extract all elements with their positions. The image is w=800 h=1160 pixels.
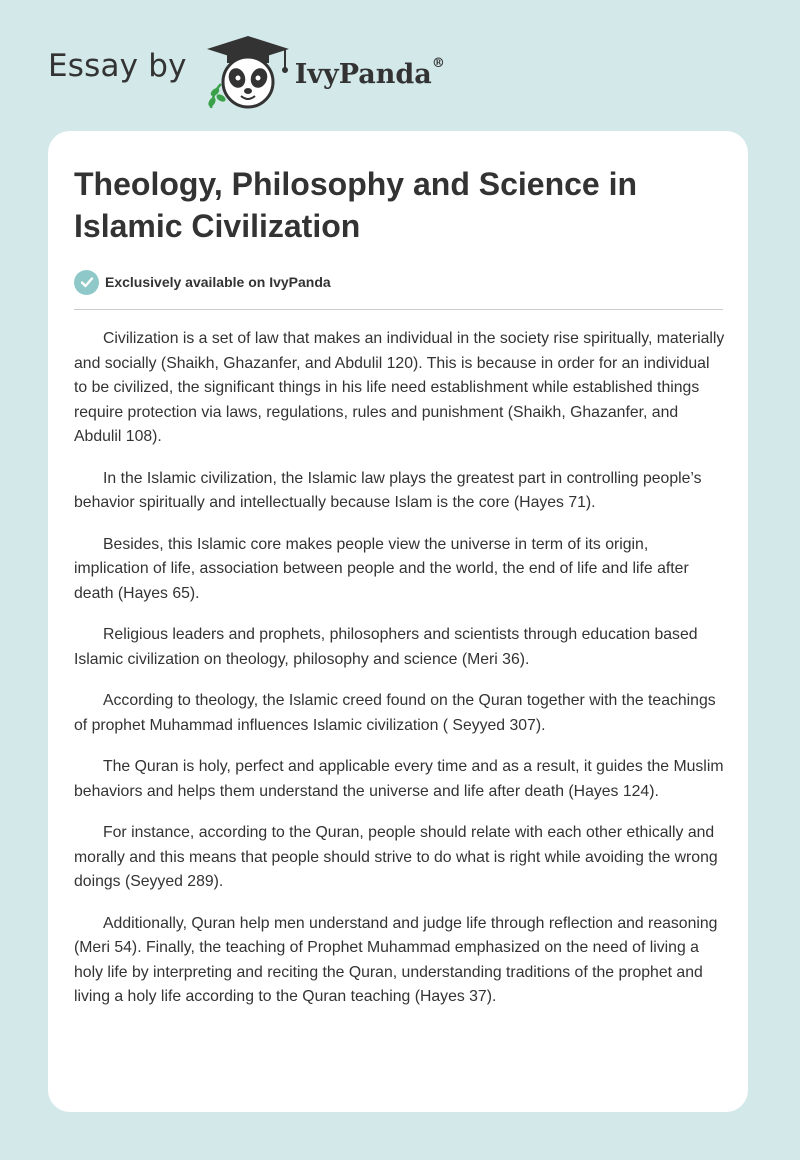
paragraph: For instance, according to the Quran, people should relate with each other ethically and morally and this means that people should strive to do what is right while avoiding the wrong doings (Seyyed 289).: [74, 824, 718, 890]
check-circle-icon: [74, 270, 99, 295]
paragraph: In the Islamic civilization, the Islamic law plays the greatest part in controlling people’s behavior spiritually and intellectually because Islam is the core (Hayes 71).: [74, 469, 702, 511]
essay-body: [74, 327, 726, 1010]
panda-graduation-cap-icon: [203, 34, 293, 110]
paragraph: The Quran is holy, perfect and applicable every time and as a result, it guides the Muslim behaviors and helps them understand the universe and life after death (Hayes 124).: [74, 758, 724, 800]
brand-header[interactable]: [48, 34, 445, 110]
essay-card: [48, 131, 748, 1112]
paragraph: According to theology, the Islamic creed found on the Quran together with the teachings of prophet Muhammad influences Islamic civilization ( Seyyed 307).: [74, 692, 716, 734]
brand-name: IvyPanda®: [294, 55, 445, 90]
registered-mark: ®: [431, 55, 445, 71]
paragraph: Religious leaders and prophets, philosophers and scientists through education based Islamic civilization on theology, philosophy and science (Meri 36).: [74, 626, 698, 668]
paragraph: Additionally, Quran help men understand and judge life through reflection and reasoning (Meri 54). Finally, the teaching of Prophet Muhammad emphasized on the need of living a holy life by interpreting and reciting the Quran, understanding traditions of the prophet and living a holy life according to the Quran teaching (Hayes 37).: [74, 914, 718, 1005]
paragraph: Civilization is a set of law that makes an individual in the society rise spiritually, materially and socially (Shaikh, Ghazanfer, and Abdulil 120). This is because in order for an individual to be civilized, the significant things in his life need establishment while established things require protection via laws, regulations, rules and punishment (Shaikh, Ghazanfer, and Abdulil 108).: [74, 330, 725, 445]
badge-text: Exclusively available on IvyPanda: [105, 274, 331, 290]
page-title: Theology, Philosophy and Science in Islamic Civilization: [74, 166, 638, 244]
exclusive-badge: [74, 269, 722, 295]
divider: [74, 309, 723, 310]
essay-by-label: Essay by: [48, 48, 187, 84]
paragraph: Besides, this Islamic core makes people view the universe in term of its origin, implication of life, association between people and the world, the end of life and life after death (Hayes 65).: [74, 535, 689, 602]
